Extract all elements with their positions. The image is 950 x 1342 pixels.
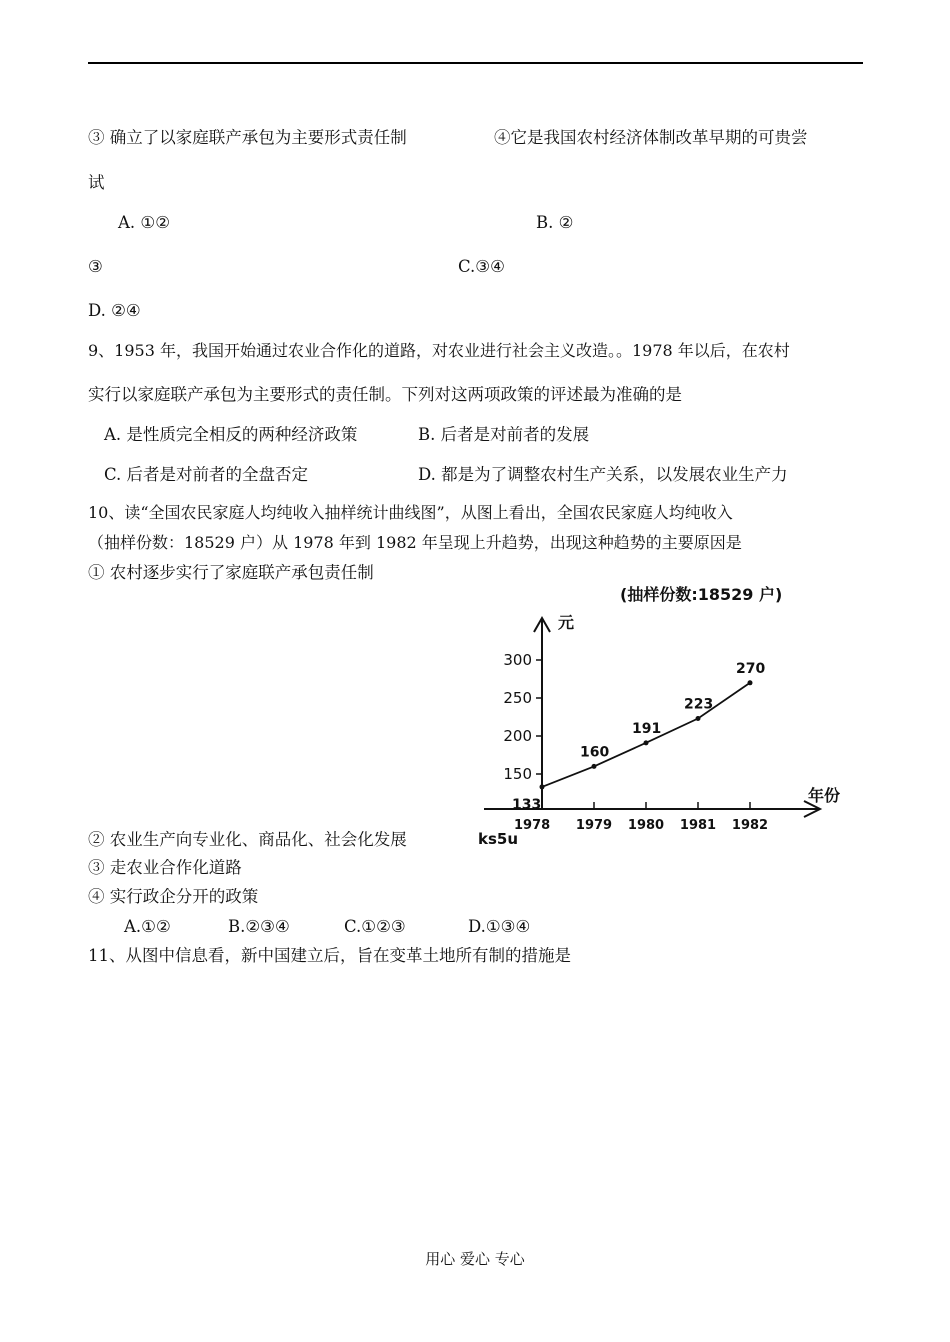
data-label: 270: [736, 660, 766, 677]
q10-item-4: ④ 实行政企分开的政策: [88, 887, 259, 906]
q8-choice-b-cont: ③: [88, 257, 103, 276]
x-tick-label: 1978: [514, 818, 551, 833]
q10-choice-a: A.①②: [124, 917, 171, 936]
data-point: [540, 784, 545, 789]
chart-watermark: ks5u: [478, 830, 519, 848]
q8-choice-c: C.③④: [458, 257, 505, 276]
q9-choice-c: C. 后者是对前者的全盘否定: [104, 465, 309, 484]
q9-choice-a: A. 是性质完全相反的两种经济政策: [104, 425, 358, 444]
x-tick-label: 1980: [627, 818, 665, 833]
x-tick-label: 1979: [575, 818, 613, 833]
data-point: [748, 680, 753, 685]
header-rule: [88, 62, 863, 64]
q8-choice-a: A. ①②: [118, 213, 170, 232]
chart-title: (抽样份数:18529 户): [620, 585, 783, 604]
q10-item-2: ② 农业生产向专业化、商品化、社会化发展: [88, 830, 407, 849]
y-tick-label: 150: [503, 765, 532, 783]
chart-ylabel: 元: [558, 613, 575, 632]
q8-option-3: ③ 确立了以家庭联产承包为主要形式责任制: [88, 128, 407, 147]
y-tick-label: 250: [503, 689, 532, 707]
x-tick-label: 1981: [679, 818, 717, 833]
q9-choice-b: B. 后者是对前者的发展: [418, 425, 590, 444]
q10-stem-line1: 10、读“全国农民家庭人均纯收入抽样统计曲线图”，从图上看出，全国农民家庭人均纯收入: [88, 503, 733, 522]
q9-stem-line2: 实行以家庭联产承包为主要形式的责任制。下列对这两项政策的评述最为准确的是: [88, 385, 682, 404]
q10-item-3: ③ 走农业合作化道路: [88, 858, 242, 877]
page-footer: 用心 爱心 专心: [425, 1250, 525, 1268]
q8-option-4: ④它是我国农村经济体制改革早期的可贵尝: [494, 128, 808, 147]
q8-choice-b: B. ②: [536, 213, 574, 232]
income-line-chart: [470, 578, 870, 848]
y-tick-label: 200: [503, 727, 532, 745]
q10-choice-c: C.①②③: [344, 917, 406, 936]
data-point: [644, 740, 649, 745]
data-point: [696, 716, 701, 721]
q11-stem: 11、从图中信息看，新中国建立后，旨在变革土地所有制的措施是: [88, 946, 571, 965]
data-label: 133: [512, 796, 542, 813]
data-label: 223: [684, 696, 714, 713]
data-label: 191: [632, 720, 662, 737]
q8-option-4-cont: 试: [88, 173, 105, 192]
data-label: 160: [580, 744, 610, 761]
y-tick-label: 300: [503, 651, 532, 669]
q9-choice-d: D. 都是为了调整农村生产关系，以发展农业生产力: [418, 465, 788, 484]
chart-xlabel: 年份: [808, 786, 841, 805]
q10-choice-b: B.②③④: [228, 917, 290, 936]
q10-stem-line2: （抽样份数：18529 户）从 1978 年到 1982 年呈现上升趋势，出现这种趋势的主要原因是: [88, 533, 742, 552]
q10-choice-d: D.①③④: [468, 917, 531, 936]
data-point: [592, 764, 597, 769]
x-tick-label: 1982: [731, 818, 769, 833]
q10-item-1: ① 农村逐步实行了家庭联产承包责任制: [88, 563, 374, 582]
q9-stem-line1: 9、1953 年，我国开始通过农业合作化的道路，对农业进行社会主义改造。。1978 年以后，在农村: [88, 341, 790, 360]
q8-choice-d: D. ②④: [88, 301, 141, 320]
